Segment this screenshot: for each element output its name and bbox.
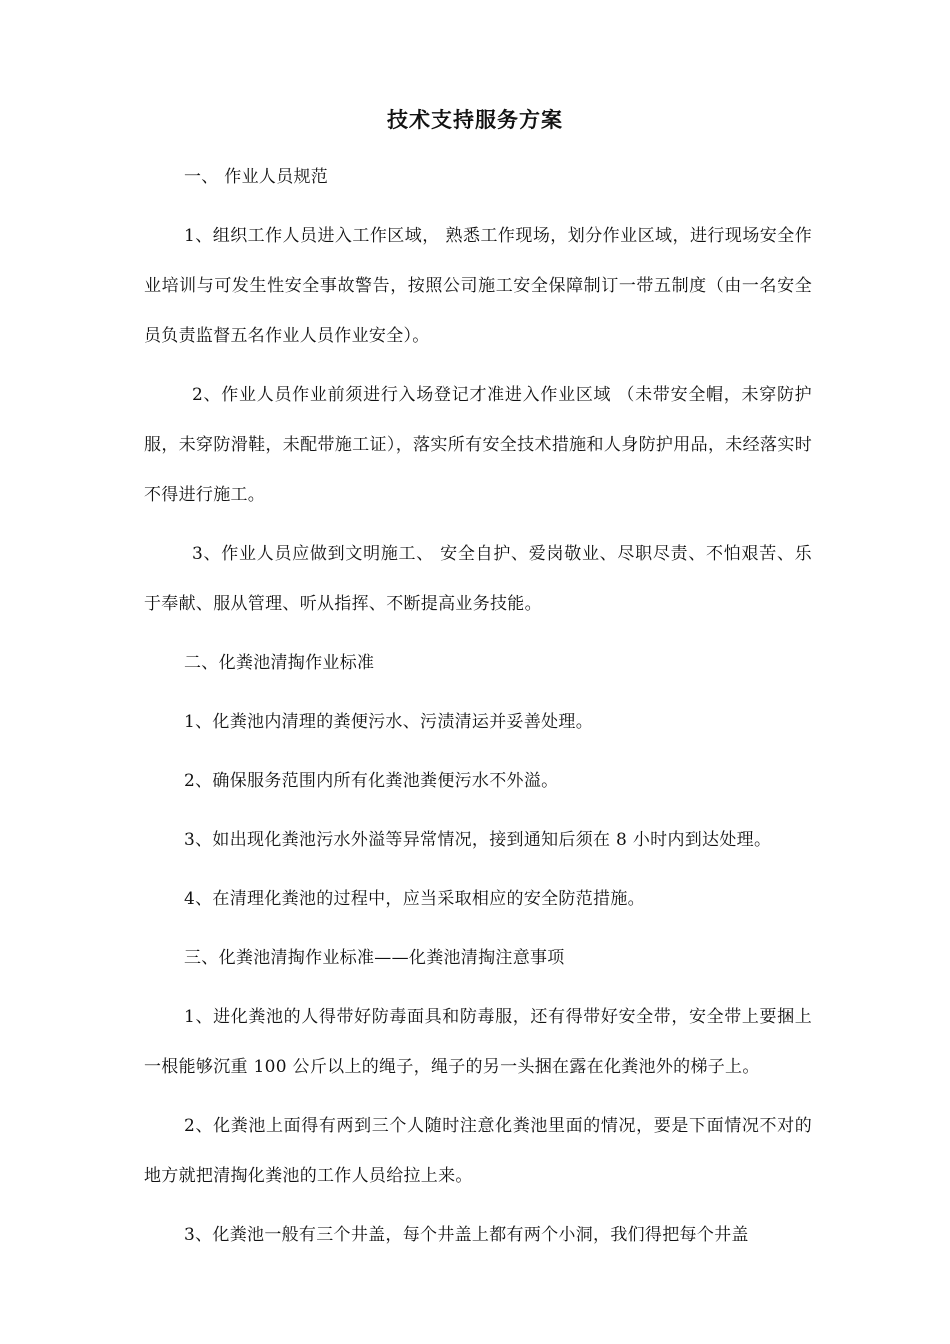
document-title: 技术支持服务方案 [387,107,563,132]
paragraph: 2、化粪池上面得有两到三个人随时注意化粪池里面的情况，要是下面情况不对的地方就把清掏化粪池的工作人员给拉上来。 [144,1116,812,1186]
paragraph: 1、组织工作人员进入工作区域， 熟悉工作现场，划分作业区域，进行现场安全作业培训与可发生性安全事故警告，按照公司施工安全保障制订一带五制度（由一名安全员负责监督五名作业人员作业安全）。 [144,226,812,346]
paragraph: 4、在清理化粪池的过程中，应当采取相应的安全防范措施。 [184,889,645,909]
section-heading-1: 一、 作业人员规范 [184,167,329,187]
paragraph: 2、作业人员作业前须进行入场登记才准进入作业区域 （未带安全帽，未穿防护服，未穿防滑鞋，未配带施工证），落实所有安全技术措施和人身防护用品，未经落实时不得进行施工。 [144,385,812,505]
paragraph: 3、如出现化粪池污水外溢等异常情况，接到通知后须在 8 小时内到达处理。 [184,830,772,850]
document-body [144,152,812,1269]
section-heading-3: 三、化粪池清掏作业标准——化粪池清掏注意事项 [184,948,565,968]
paragraph: 3、作业人员应做到文明施工、 安全自护、爱岗敬业、尽职尽责、不怕艰苦、乐于奉献、服从管理、听从指挥、不断提高业务技能。 [144,544,812,614]
paragraph: 1、进化粪池的人得带好防毒面具和防毒服，还有得带好安全带，安全带上要捆上一根能够沉重 100 公斤以上的绳子，绳子的另一头捆在露在化粪池外的梯子上。 [144,1007,812,1077]
paragraph: 1、化粪池内清理的粪便污水、污渍清运并妥善处理。 [184,712,594,732]
paragraph: 2、确保服务范围内所有化粪池粪便污水不外溢。 [184,771,559,791]
paragraph: 3、化粪池一般有三个井盖，每个井盖上都有两个小洞，我们得把每个井盖 [184,1225,749,1245]
section-heading-2: 二、化粪池清掏作业标准 [184,653,375,673]
